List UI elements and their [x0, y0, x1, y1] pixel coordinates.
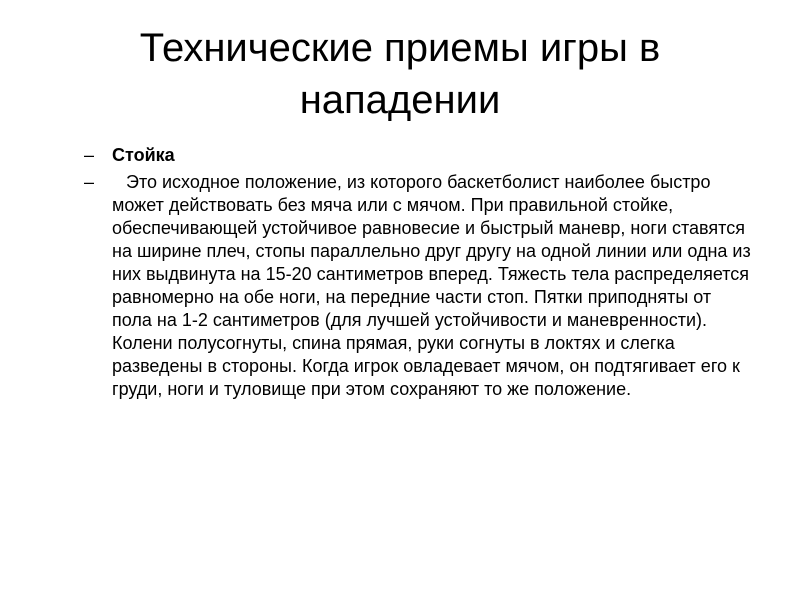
bullet-marker: –	[84, 145, 95, 165]
bullet-item-description	[84, 171, 754, 401]
bullet-heading-text: Стойка	[112, 145, 175, 165]
bullet-item-heading	[84, 144, 754, 167]
slide-title: Технические приемы игры в нападении	[139, 26, 661, 122]
bullet-list	[84, 144, 754, 405]
bullet-description-text: Это исходное положение, из которого баскетболист наиболее быстро может действовать без мяча или с мячом. При правильной стойке, обеспечивающей устойчивое равновесие и быстрый маневр, ноги ставятся на ширине плеч, стопы параллельно друг другу на одной линии или одна из них выдвинута на 15-20 сантиметров вперед. Тяжесть тела распределяется равномерно на обе ноги, на передние части стоп. Пятки приподняты от пола на 1-2 сантиметров (для лучшей устойчивости и маневренности). Колени полусогнуты, спина прямая, руки согнуты в локтях и слегка разведены в стороны. Когда игрок овладевает мячом, он подтягивает его к груди, ноги и туловище при этом сохраняют то же положение.	[112, 172, 751, 399]
bullet-marker: –	[84, 172, 95, 192]
